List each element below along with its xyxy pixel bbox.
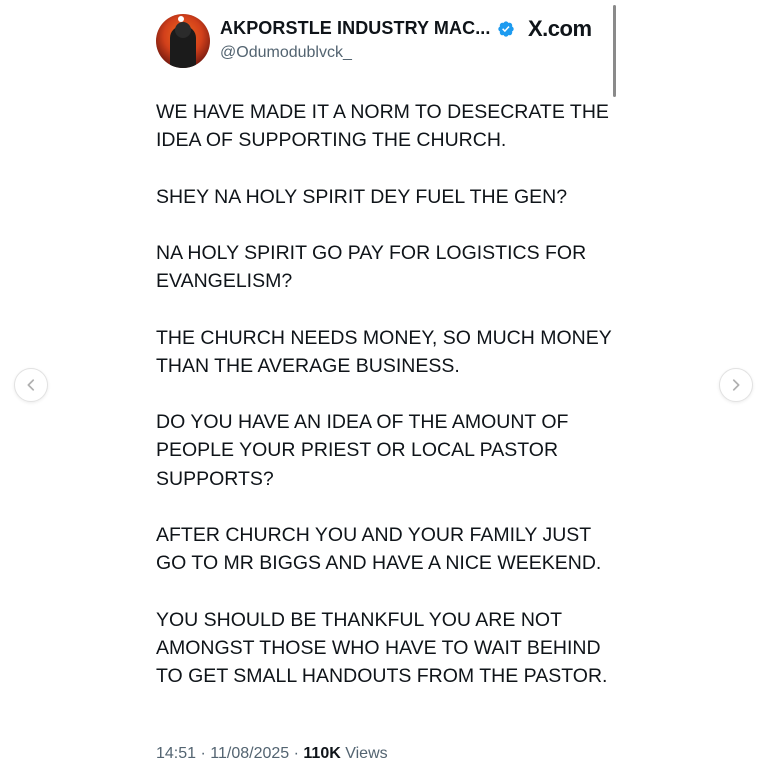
chevron-left-icon (24, 378, 38, 392)
author-avatar[interactable] (156, 14, 210, 68)
post-paragraph: NA HOLY SPIRIT GO PAY FOR LOGISTICS FOR EVANGELISM? (156, 241, 587, 293)
post-meta (156, 745, 388, 763)
post-date[interactable]: 11/08/2025 (210, 745, 290, 762)
carousel-prev-button[interactable] (14, 368, 48, 402)
post-text (156, 98, 626, 718)
meta-separator: · (200, 745, 211, 762)
views-label: Views (345, 745, 388, 762)
author-name-row (220, 18, 515, 39)
carousel-next-button[interactable] (719, 368, 753, 402)
author-display-name[interactable]: AKPORSTLE INDUSTRY MAC... (220, 18, 491, 38)
post-paragraph: AFTER CHURCH YOU AND YOUR FAMILY JUST GO TO MR BIGGS AND HAVE A NICE WEEKEND. (156, 523, 602, 575)
verified-badge-icon (497, 20, 515, 38)
post-paragraph: YOU SHOULD BE THANKFUL YOU ARE NOT AMONGST THOSE WHO HAVE TO WAIT BEHIND TO GET SMALL HANDOUTS FROM THE PASTOR. (156, 608, 608, 687)
avatar-head (175, 22, 191, 38)
avatar-light (178, 16, 184, 22)
post-paragraph: WE HAVE MADE IT A NORM TO DESECRATE THE IDEA OF SUPPORTING THE CHURCH. (156, 101, 609, 152)
post-time[interactable]: 14:51 (156, 745, 197, 762)
meta-separator: · (293, 745, 304, 762)
post-paragraph: SHEY NA HOLY SPIRIT DEY FUEL THE GEN? (156, 185, 568, 208)
brand-label: X.com (528, 16, 592, 41)
post-paragraph: THE CHURCH NEEDS MONEY, SO MUCH MONEY THAN THE AVERAGE BUSINESS. (156, 326, 612, 377)
scrollbar-thumb[interactable] (613, 5, 616, 97)
chevron-right-icon (729, 378, 743, 392)
views-count: 110K (303, 745, 341, 762)
post-paragraph: DO YOU HAVE AN IDEA OF THE AMOUNT OF PEOPLE YOUR PRIEST OR LOCAL PASTOR SUPPORTS? (156, 411, 569, 490)
author-handle[interactable]: @Odumodublvck_ (220, 44, 352, 61)
